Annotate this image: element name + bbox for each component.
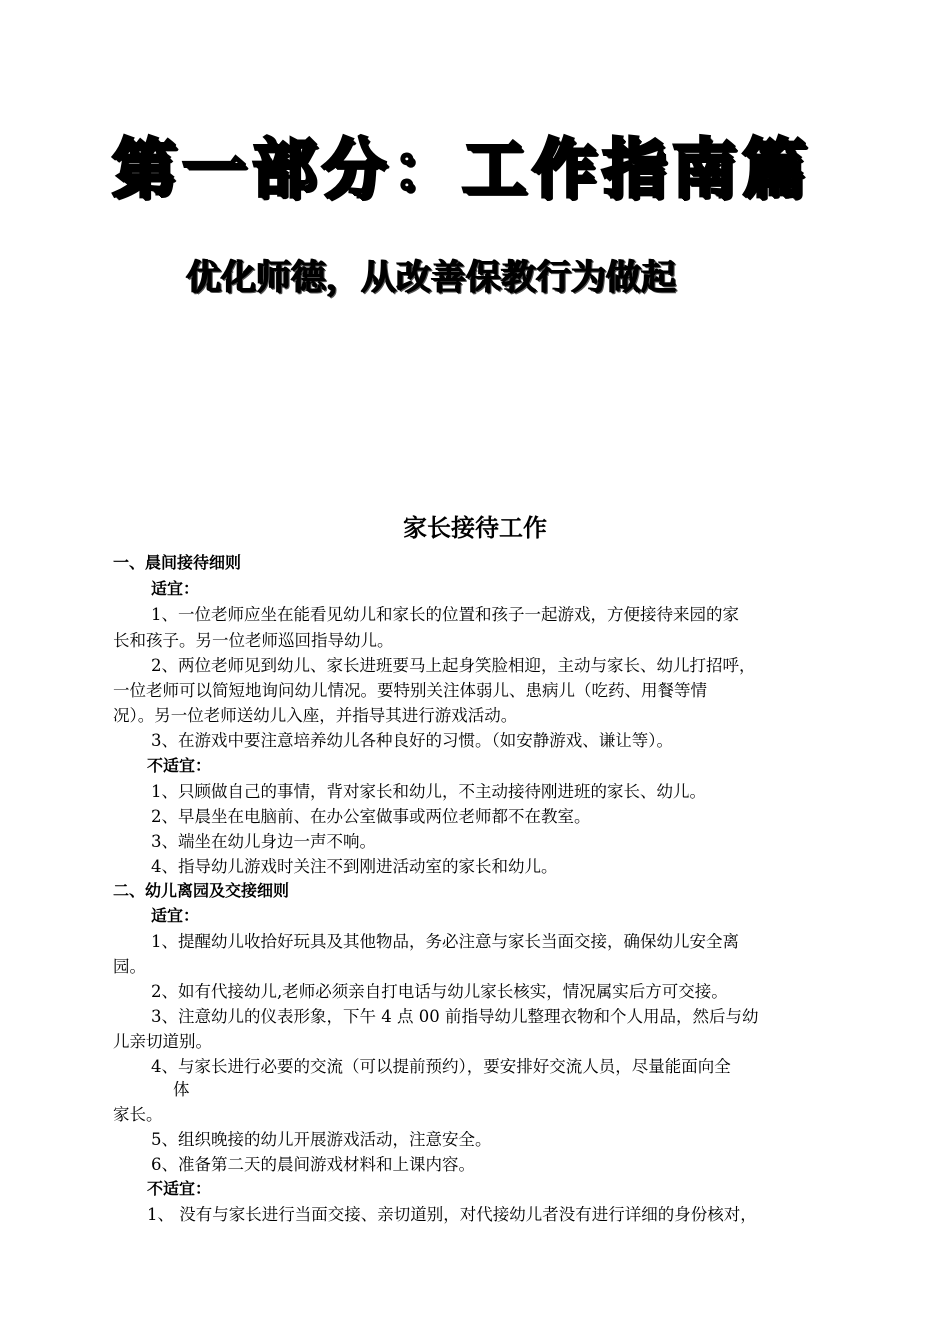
suitable-label: 适宜： (151, 906, 200, 925)
section-title: 家长接待工作 (403, 514, 547, 542)
paragraph-line: 6、准备第二天的晨间游戏材料和上课内容。 (151, 1155, 475, 1174)
paragraph-line: 3、在游戏中要注意培养幼儿各种良好的习惯。（如安静游戏、谦让等）。 (151, 731, 673, 750)
paragraph-line: 家长。 (113, 1105, 163, 1124)
unsuitable-label: 不适宜： (147, 1179, 212, 1198)
paragraph-line: 一位老师可以简短地询问幼儿情况。要特别关注体弱儿、患病儿（吃药、用餐等情 (113, 681, 707, 700)
paragraph-line: 1、 没有与家长进行当面交接、亲切道别，对代接幼儿者没有进行详细的身份核对， (147, 1205, 757, 1224)
paragraph-line: 1、只顾做自己的事情，背对家长和幼儿，不主动接待刚进班的家长、幼儿。 (151, 782, 706, 801)
paragraph-line: 3、注意幼儿的仪表形象，下午 4 点 00 前指导幼儿整理衣物和个人用品，然后与幼 (151, 1007, 759, 1026)
paragraph-line: 2、两位老师见到幼儿、家长进班要马上起身笑脸相迎，主动与家长、幼儿打招呼， (151, 656, 756, 675)
paragraph-line: 3、端坐在幼儿身边一声不响。 (151, 832, 376, 851)
paragraph-line: 4、指导幼儿游戏时关注不到刚进活动室的家长和幼儿。 (151, 857, 558, 876)
paragraph-line: 5、组织晚接的幼儿开展游戏活动，注意安全。 (151, 1130, 492, 1149)
paragraph-line: 况）。另一位老师送幼儿入座，并指导其进行游戏活动。 (113, 706, 518, 725)
paragraph-line: 体 (173, 1080, 190, 1099)
paragraph-line: 儿亲切道别。 (113, 1032, 212, 1051)
paragraph-line: 4、与家长进行必要的交流（可以提前预约），要安排好交流人员，尽量能面向全 (151, 1057, 731, 1076)
subtitle: 优化师德，从改善保教行为做起 (186, 258, 677, 298)
suitable-label: 适宜： (151, 579, 200, 598)
section-heading: 一、晨间接待细则 (113, 553, 242, 572)
unsuitable-label: 不适宜： (147, 756, 212, 775)
main-title: 第一部分：工作指南篇 (112, 133, 812, 207)
paragraph-line: 1、一位老师应坐在能看见幼儿和家长的位置和孩子一起游戏，方便接待来园的家 (151, 605, 739, 624)
paragraph-line: 长和孩子。另一位老师巡回指导幼儿。 (113, 631, 394, 650)
paragraph-line: 园。 (113, 957, 146, 976)
paragraph-line: 1、提醒幼儿收拾好玩具及其他物品，务必注意与家长当面交接，确保幼儿安全离 (151, 932, 739, 951)
section-heading: 二、幼儿离园及交接细则 (113, 881, 290, 900)
paragraph-line: 2、早晨坐在电脑前、在办公室做事或两位老师都不在教室。 (151, 807, 591, 826)
paragraph-line: 2、如有代接幼儿,老师必须亲自打电话与幼儿家长核实，情况属实后方可交接。 (151, 982, 728, 1001)
